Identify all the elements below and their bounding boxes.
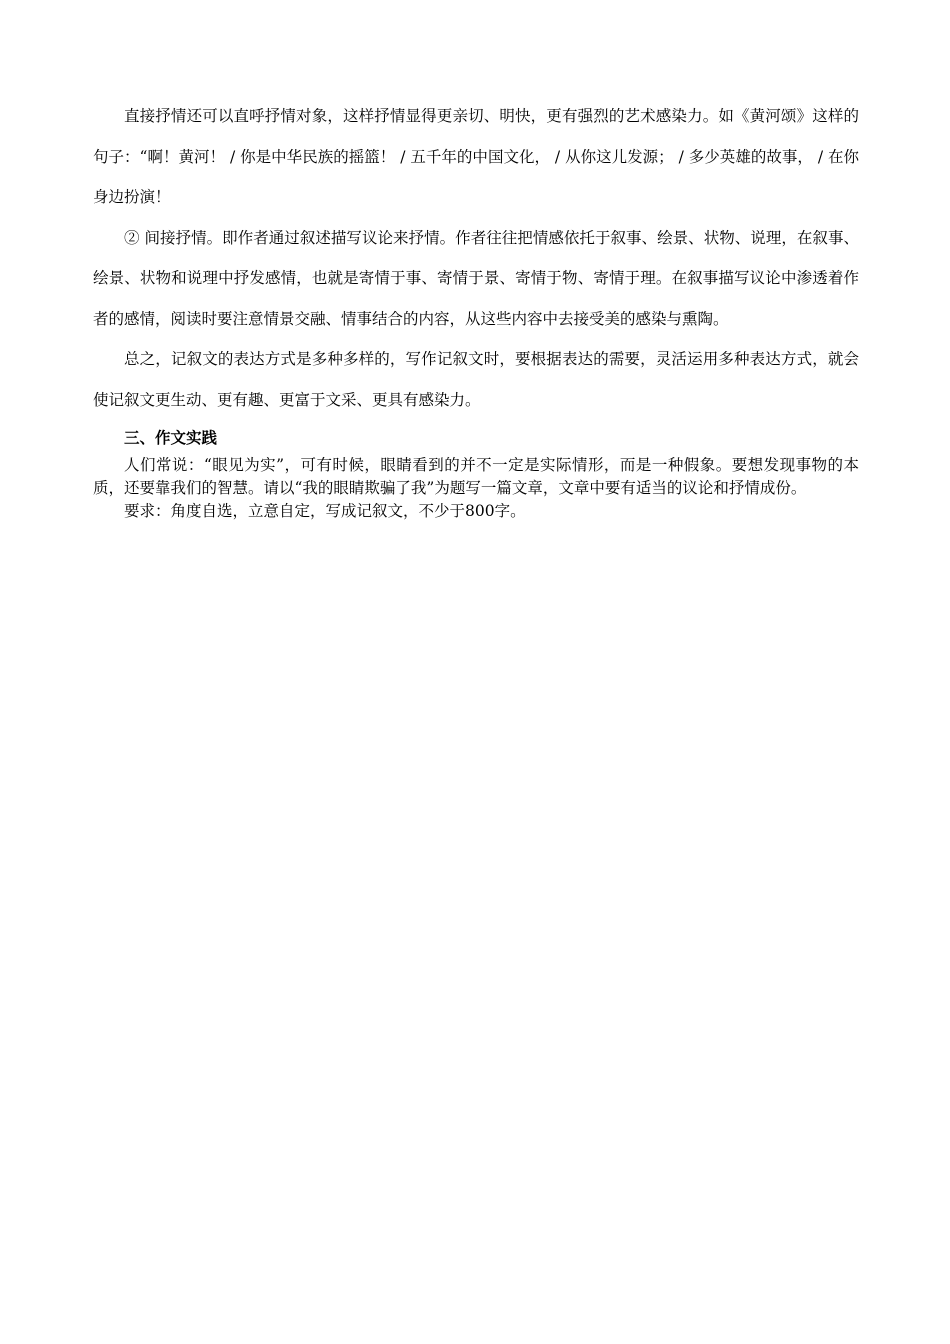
section-heading: 三、作文实践 — [124, 429, 218, 447]
paragraph-summary: 总之，记叙文的表达方式是多种多样的，写作记叙文时，要根据表达的需要，灵活运用多种表达方式，就会使记叙文更生动、更有趣、更富于文采、更具有感染力。 — [93, 350, 859, 409]
paragraph-writing-prompt: 人们常说：“眼见为实”，可有时候，眼睛看到的并不一定是实际情形，而是一种假象。要想发现事物的本质，还要靠我们的智慧。请以“我的眼睛欺骗了我”为题写一篇文章，文章中要有适当的议论和抒情成份。 — [93, 456, 859, 497]
document-page — [93, 96, 859, 523]
paragraph-indirect-lyric: ② 间接抒情。即作者通过叙述描写议论来抒情。作者往往把情感依托于叙事、绘景、状物、说理，在叙事、绘景、状物和说理中抒发感情，也就是寄情于事、寄情于景、寄情于物、寄情于理。在叙事描写议论中渗透着作者的感情，阅读时要注意情景交融、情事结合的内容，从这些内容中去接受美的感染与熏陶。 — [93, 228, 859, 328]
paragraph-direct-lyric: 直接抒情还可以直呼抒情对象，这样抒情显得更亲切、明快，更有强烈的艺术感染力。如《黄河颂》这样的句子：“啊！黄河！ / 你是中华民族的摇篮！ / 五千年的中国文化， / 从你这儿发源； / 多少英雄的故事， / 在你身边扮演！ — [93, 107, 859, 206]
paragraph-requirements: 要求：角度自选，立意自定，写成记叙文，不少于800字。 — [124, 502, 526, 520]
